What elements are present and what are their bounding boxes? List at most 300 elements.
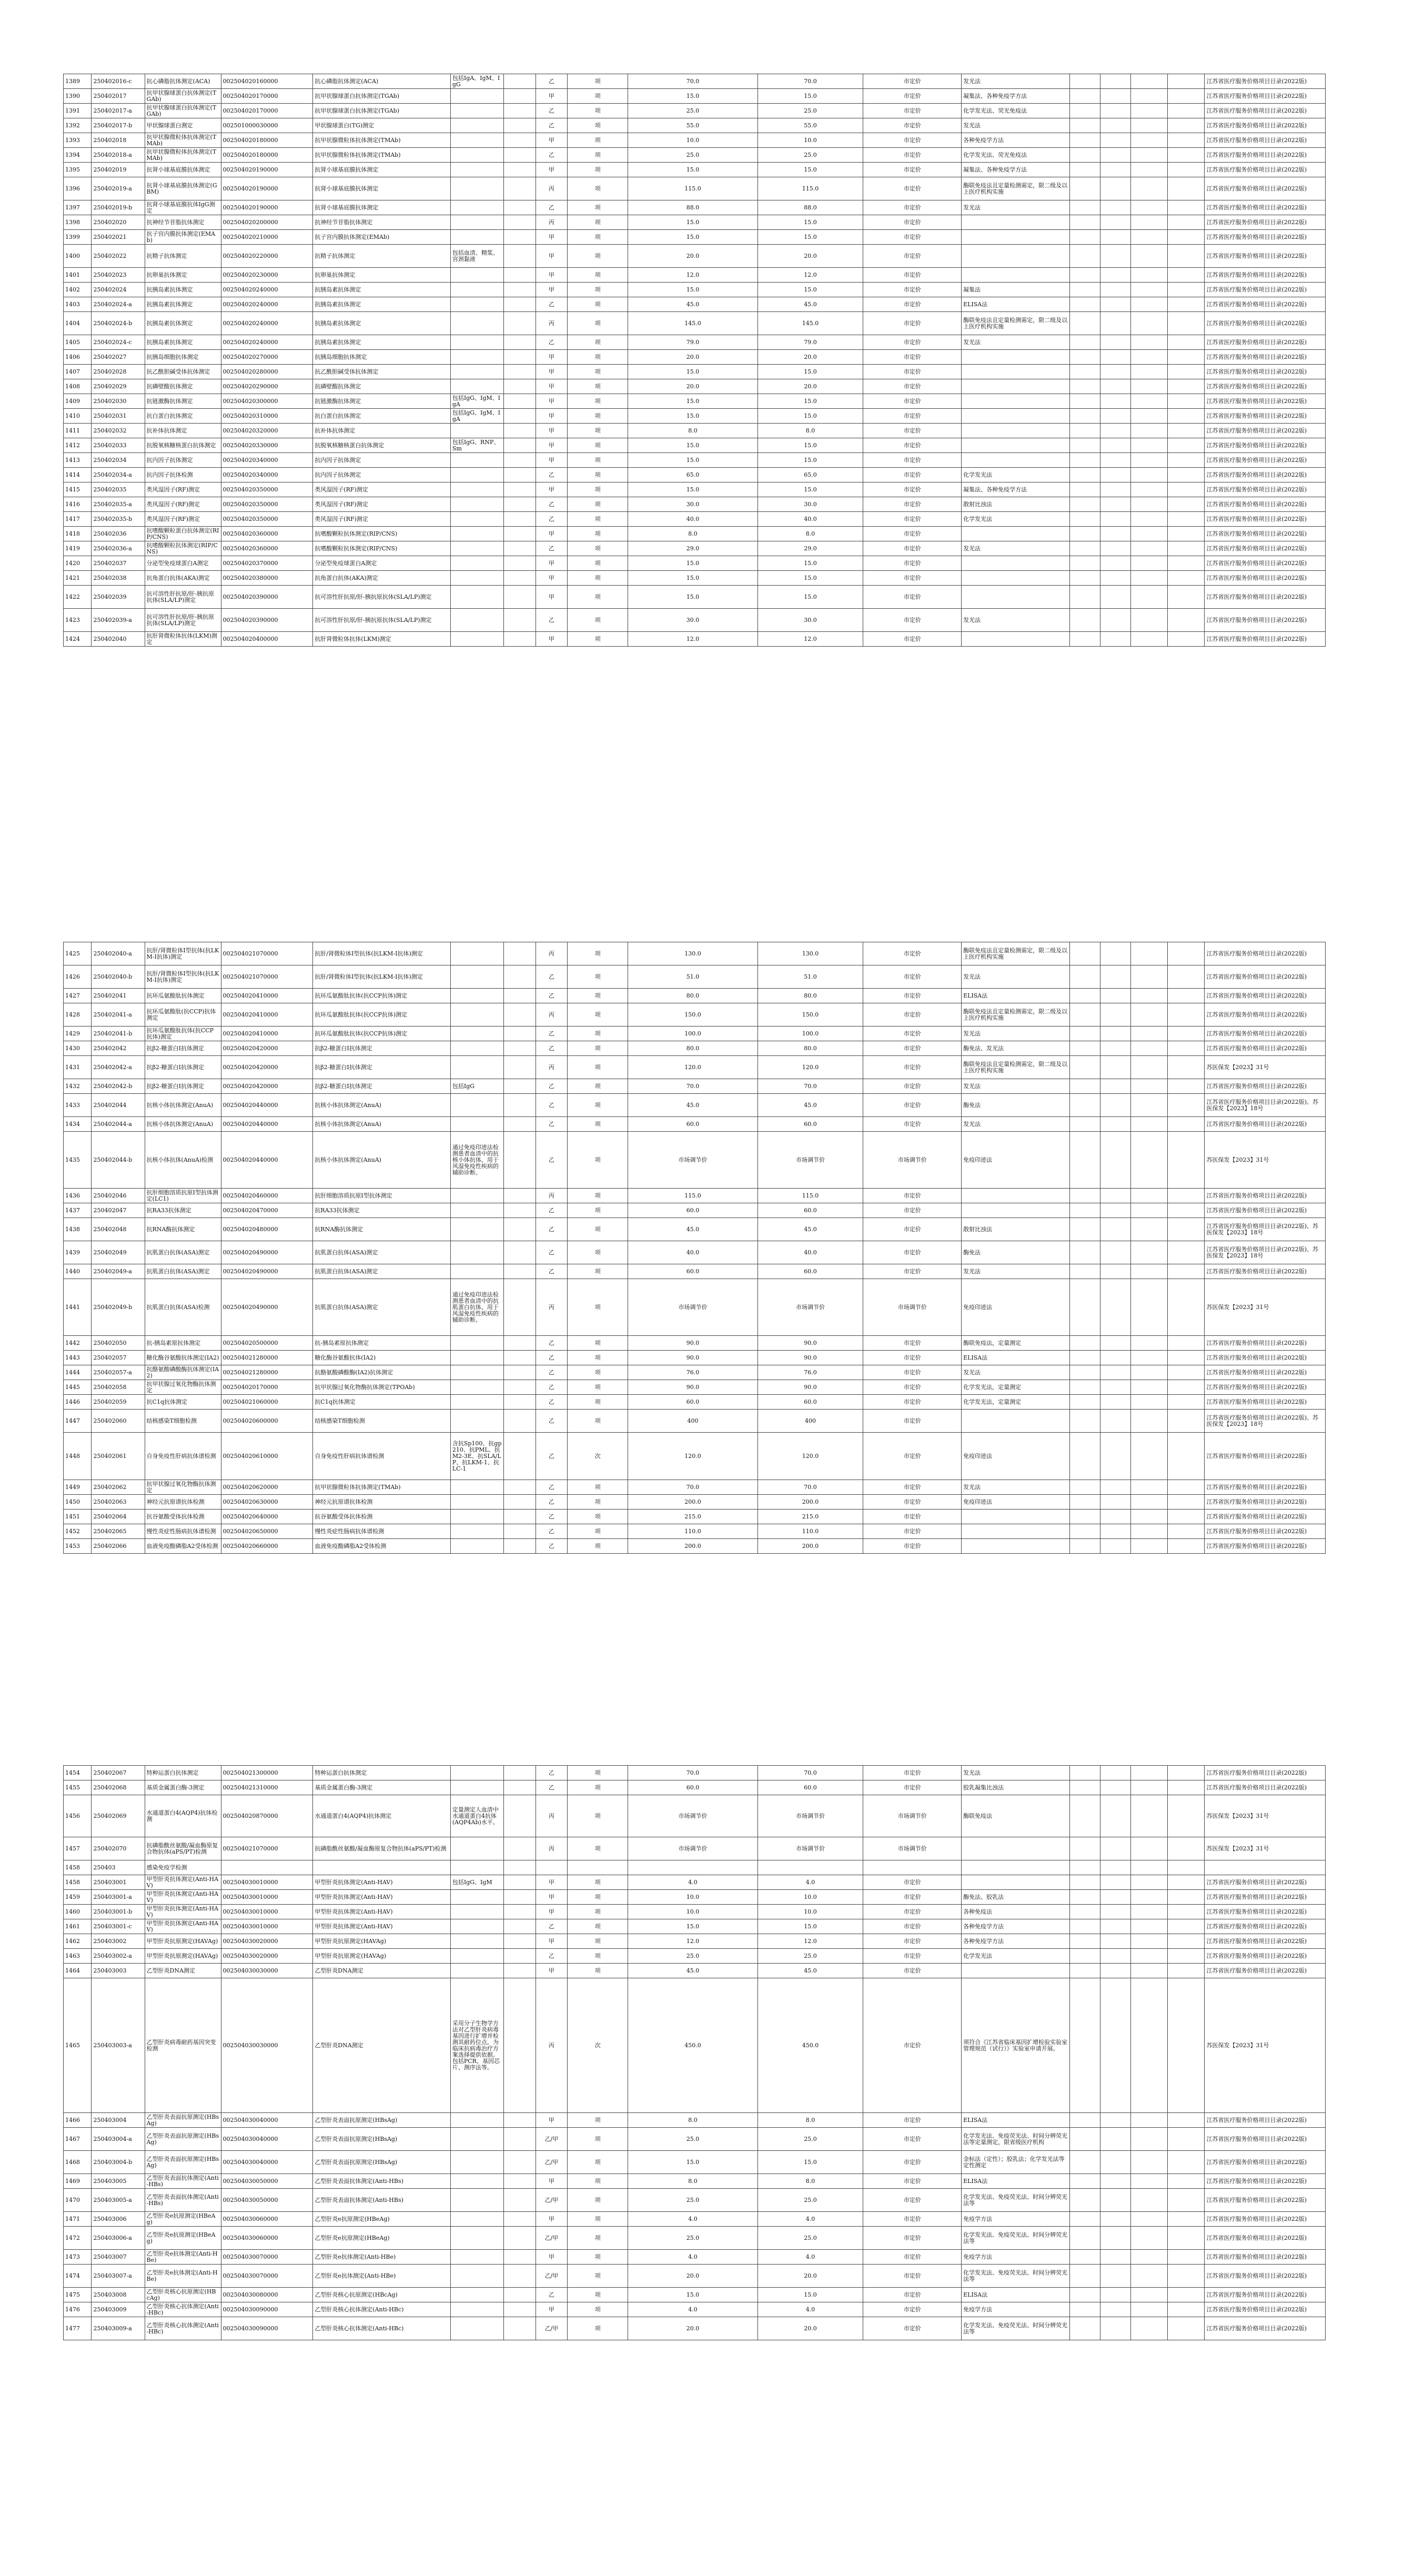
cell-unit: 项 bbox=[568, 632, 628, 647]
cell-row-number: 1469 bbox=[64, 2174, 92, 2189]
cell-source: 江苏省医疗服务价格项目目录(2022版)、苏医保发【2023】18号 bbox=[1205, 1218, 1326, 1241]
cell-c14 bbox=[1100, 1949, 1130, 1964]
cell-national-name: 乙型肝炎核心抗体测定(Anti-HBc) bbox=[313, 2302, 451, 2317]
cell-source: 江苏省医疗服务价格项目目录(2022版) bbox=[1205, 394, 1326, 409]
cell-price-primary: 市定价 bbox=[863, 1934, 962, 1949]
cell-unit: 项 bbox=[568, 1279, 628, 1336]
cell-price-secondary: 12.0 bbox=[758, 632, 863, 647]
cell-excluded bbox=[503, 1934, 536, 1949]
cell-national-name: 抗白蛋白抗体测定 bbox=[313, 409, 451, 424]
cell-project-name: 抗肝/肾微粒体I型抗体(抗LKM-I抗体)测定 bbox=[145, 942, 221, 965]
cell-source: 江苏省医疗服务价格项目目录(2022版) bbox=[1205, 1524, 1326, 1539]
cell-excluded bbox=[503, 1003, 536, 1027]
cell-price-tertiary: 15.0 bbox=[628, 2288, 758, 2302]
cell-national-code: 002504030040000 bbox=[221, 2128, 313, 2151]
cell-price-secondary: 80.0 bbox=[758, 989, 863, 1003]
cell-national-code: 002504030020000 bbox=[221, 1949, 313, 1964]
cell-c16 bbox=[1168, 118, 1205, 133]
cell-c13 bbox=[1069, 74, 1100, 89]
cell-price-tertiary: 20.0 bbox=[628, 245, 758, 268]
cell-price-primary: 市定价 bbox=[863, 609, 962, 632]
cell-price-primary: 市定价 bbox=[863, 965, 962, 989]
cell-project-code: 250402020 bbox=[92, 215, 145, 230]
cell-category: 甲 bbox=[536, 453, 568, 468]
cell-row-number: 1424 bbox=[64, 632, 92, 647]
cell-price-primary: 市定价 bbox=[863, 297, 962, 312]
cell-unit: 项 bbox=[568, 1117, 628, 1132]
cell-project-code: 250402022 bbox=[92, 245, 145, 268]
cell-price-primary: 市定价 bbox=[863, 200, 962, 215]
cell-unit: 项 bbox=[568, 1495, 628, 1510]
cell-source: 江苏省医疗服务价格项目目录(2022版) bbox=[1205, 312, 1326, 335]
cell-c13 bbox=[1069, 312, 1100, 335]
cell-source: 江苏省医疗服务价格项目目录(2022版)、苏医保发【2023】18号 bbox=[1205, 1241, 1326, 1264]
cell-price-secondary: 60.0 bbox=[758, 1395, 863, 1410]
cell-unit: 项 bbox=[568, 1919, 628, 1934]
cell-c16 bbox=[1168, 1351, 1205, 1365]
cell-national-code: 002504020350000 bbox=[221, 512, 313, 527]
cell-c16 bbox=[1168, 2317, 1205, 2340]
cell-notes: 化学发光法、免疫荧光法、时间分辨荧光法等 bbox=[962, 2317, 1070, 2340]
cell-c14 bbox=[1100, 89, 1130, 104]
cell-c16 bbox=[1168, 312, 1205, 335]
cell-source: 苏医保发【2023】31号 bbox=[1205, 1837, 1326, 1860]
cell-c14 bbox=[1100, 177, 1130, 200]
cell-category: 丙 bbox=[536, 1056, 568, 1079]
cell-notes: 化学发光法，定量测定 bbox=[962, 1380, 1070, 1395]
cell-c14 bbox=[1100, 1117, 1130, 1132]
cell-content bbox=[450, 312, 503, 335]
cell-c14 bbox=[1100, 2265, 1130, 2288]
cell-row-number: 1437 bbox=[64, 1203, 92, 1218]
cell-c14 bbox=[1100, 2302, 1130, 2317]
cell-price-secondary: 70.0 bbox=[758, 1079, 863, 1094]
cell-project-code: 250402069 bbox=[92, 1795, 145, 1837]
cell-notes: 发光法 bbox=[962, 1264, 1070, 1279]
cell-project-name: 抗甲状腺微粒体抗体测定(TMAb) bbox=[145, 148, 221, 163]
cell-c15 bbox=[1131, 512, 1168, 527]
cell-content bbox=[450, 118, 503, 133]
cell-c13 bbox=[1069, 1766, 1100, 1780]
table-row bbox=[64, 1860, 1326, 1875]
table-row bbox=[64, 177, 1326, 200]
cell-c14 bbox=[1100, 2317, 1130, 2340]
cell-notes: 发光法 bbox=[962, 1365, 1070, 1380]
cell-unit: 项 bbox=[568, 1264, 628, 1279]
cell-project-name: 抗白蛋白抗体测定 bbox=[145, 409, 221, 424]
cell-notes: 酶联免疫法且定量检测需定，限二级及以上医疗机构实施 bbox=[962, 312, 1070, 335]
cell-national-name: 抗甲状腺过氧化物酶抗体测定(TPOAb) bbox=[313, 1380, 451, 1395]
cell-price-secondary: 4.0 bbox=[758, 2250, 863, 2265]
cell-project-code: 250402050 bbox=[92, 1336, 145, 1351]
cell-price-tertiary: 70.0 bbox=[628, 74, 758, 89]
cell-project-name: 抗RNA酶抗体测定 bbox=[145, 1218, 221, 1241]
cell-category: 甲 bbox=[536, 586, 568, 609]
cell-row-number: 1395 bbox=[64, 163, 92, 177]
cell-c16 bbox=[1168, 632, 1205, 647]
cell-excluded bbox=[503, 586, 536, 609]
cell-category: 乙 bbox=[536, 1203, 568, 1218]
cell-c13 bbox=[1069, 1241, 1100, 1264]
cell-project-name: 抗C1q抗体测定 bbox=[145, 1395, 221, 1410]
cell-row-number: 1442 bbox=[64, 1336, 92, 1351]
cell-price-secondary: 4.0 bbox=[758, 2302, 863, 2317]
cell-price-tertiary: 79.0 bbox=[628, 335, 758, 350]
cell-c16 bbox=[1168, 438, 1205, 453]
cell-c13 bbox=[1069, 1905, 1100, 1919]
cell-content: 包括IgG、IgM、IgA bbox=[450, 409, 503, 424]
cell-excluded bbox=[503, 512, 536, 527]
cell-c16 bbox=[1168, 1395, 1205, 1410]
cell-national-name: 抗肝/肾微粒体I型抗体(抗LKM-I抗体)测定 bbox=[313, 965, 451, 989]
cell-price-secondary: 20.0 bbox=[758, 350, 863, 365]
cell-national-name: 抗内因子抗体测定 bbox=[313, 453, 451, 468]
cell-category: 乙 bbox=[536, 609, 568, 632]
cell-c14 bbox=[1100, 1189, 1130, 1203]
cell-c13 bbox=[1069, 1495, 1100, 1510]
cell-notes bbox=[962, 1510, 1070, 1524]
cell-national-code: 002504020630000 bbox=[221, 1495, 313, 1510]
cell-c13 bbox=[1069, 118, 1100, 133]
cell-price-tertiary: 215.0 bbox=[628, 1510, 758, 1524]
cell-price-primary: 市定价 bbox=[863, 1203, 962, 1218]
cell-c13 bbox=[1069, 1056, 1100, 1079]
cell-price-secondary: 120.0 bbox=[758, 1056, 863, 1079]
cell-project-code: 250403 bbox=[92, 1860, 145, 1875]
cell-project-name: 甲型肝炎抗体测定(Anti-HAV) bbox=[145, 1919, 221, 1934]
cell-c16 bbox=[1168, 586, 1205, 609]
cell-content bbox=[450, 297, 503, 312]
cell-project-name: 抗环瓜氨酸肽(抗CCP)抗体测定 bbox=[145, 1003, 221, 1027]
cell-price-secondary: 80.0 bbox=[758, 1041, 863, 1056]
cell-c16 bbox=[1168, 2302, 1205, 2317]
cell-category: 甲 bbox=[536, 2212, 568, 2227]
cell-c13 bbox=[1069, 379, 1100, 394]
cell-project-name: 抗肝/肾微粒体I型抗体(抗LKM-I抗体)测定 bbox=[145, 965, 221, 989]
cell-price-secondary: 55.0 bbox=[758, 118, 863, 133]
cell-national-name: 抗补体抗体测定 bbox=[313, 424, 451, 438]
document-page-2 bbox=[0, 842, 1414, 1631]
cell-notes bbox=[962, 571, 1070, 586]
cell-price-primary: 市定价 bbox=[863, 1079, 962, 1094]
cell-project-code: 250402065 bbox=[92, 1524, 145, 1539]
cell-price-tertiary: 25.0 bbox=[628, 2189, 758, 2212]
cell-project-name: 乙型肝炎e抗体测定(Anti-HBe) bbox=[145, 2265, 221, 2288]
cell-row-number: 1430 bbox=[64, 1041, 92, 1056]
cell-source: 江苏省医疗服务价格项目目录(2022版) bbox=[1205, 268, 1326, 283]
cell-c15 bbox=[1131, 1480, 1168, 1495]
cell-price-secondary: 4.0 bbox=[758, 1875, 863, 1890]
table-row bbox=[64, 965, 1326, 989]
cell-price-primary: 市定价 bbox=[863, 453, 962, 468]
cell-excluded bbox=[503, 350, 536, 365]
cell-price-primary: 市场调节价 bbox=[863, 1132, 962, 1189]
cell-row-number: 1416 bbox=[64, 497, 92, 512]
table-row bbox=[64, 1480, 1326, 1495]
cell-unit: 项 bbox=[568, 1934, 628, 1949]
cell-project-name: 抗肾小球基底膜抗体IgG测定 bbox=[145, 200, 221, 215]
cell-price-tertiary: 60.0 bbox=[628, 1203, 758, 1218]
cell-c13 bbox=[1069, 297, 1100, 312]
cell-price-secondary: 15.0 bbox=[758, 89, 863, 104]
table-row bbox=[64, 215, 1326, 230]
cell-price-primary: 市定价 bbox=[863, 1495, 962, 1510]
cell-row-number: 1451 bbox=[64, 1510, 92, 1524]
cell-project-name: 神经元抗原谱抗体检测 bbox=[145, 1495, 221, 1510]
cell-price-tertiary: 115.0 bbox=[628, 177, 758, 200]
cell-national-code: 002504020460000 bbox=[221, 1189, 313, 1203]
cell-content bbox=[450, 89, 503, 104]
cell-content bbox=[450, 571, 503, 586]
cell-content bbox=[450, 1117, 503, 1132]
cell-content bbox=[450, 1094, 503, 1117]
cell-content bbox=[450, 556, 503, 571]
cell-unit: 项 bbox=[568, 215, 628, 230]
cell-national-name: 抗嗜酸颗粒抗体测定(RIP/CNS) bbox=[313, 541, 451, 556]
cell-project-code: 250402066 bbox=[92, 1539, 145, 1554]
cell-price-primary: 市定价 bbox=[863, 1433, 962, 1480]
cell-source: 苏医保发【2023】31号 bbox=[1205, 1056, 1326, 1079]
cell-price-primary: 市定价 bbox=[863, 468, 962, 482]
cell-national-name bbox=[313, 1860, 451, 1875]
cell-price-tertiary: 15.0 bbox=[628, 365, 758, 379]
table-row bbox=[64, 2174, 1326, 2189]
cell-project-code: 250402034 bbox=[92, 453, 145, 468]
cell-project-name: 基质金属蛋白酶-3测定 bbox=[145, 1780, 221, 1795]
cell-project-name: 甲型肝炎抗原测定(HAVAg) bbox=[145, 1934, 221, 1949]
cell-c14 bbox=[1100, 1395, 1130, 1410]
cell-national-code: 002504020240000 bbox=[221, 335, 313, 350]
cell-price-secondary: 215.0 bbox=[758, 1510, 863, 1524]
cell-unit: 项 bbox=[568, 541, 628, 556]
cell-national-name: 抗可溶性肝抗原/肝-胰抗原抗体(SLA/LP)测定 bbox=[313, 586, 451, 609]
cell-c14 bbox=[1100, 1795, 1130, 1837]
table-row bbox=[64, 118, 1326, 133]
cell-category bbox=[536, 1860, 568, 1875]
cell-excluded bbox=[503, 1510, 536, 1524]
cell-category: 乙 bbox=[536, 104, 568, 118]
cell-notes: 发光法 bbox=[962, 1480, 1070, 1495]
cell-price-tertiary: 80.0 bbox=[628, 989, 758, 1003]
table-row bbox=[64, 350, 1326, 365]
cell-row-number: 1401 bbox=[64, 268, 92, 283]
cell-excluded bbox=[503, 1079, 536, 1094]
cell-national-code: 002504021280000 bbox=[221, 1351, 313, 1365]
cell-category: 乙 bbox=[536, 1539, 568, 1554]
cell-category: 乙 bbox=[536, 148, 568, 163]
cell-c15 bbox=[1131, 965, 1168, 989]
cell-price-tertiary: 150.0 bbox=[628, 1003, 758, 1027]
cell-c13 bbox=[1069, 586, 1100, 609]
cell-excluded bbox=[503, 2227, 536, 2250]
cell-content bbox=[450, 942, 503, 965]
cell-project-name: 抗-胰岛素原抗体测定 bbox=[145, 1336, 221, 1351]
cell-excluded bbox=[503, 965, 536, 989]
cell-c14 bbox=[1100, 571, 1130, 586]
cell-unit: 项 bbox=[568, 438, 628, 453]
cell-unit: 项 bbox=[568, 104, 628, 118]
cell-project-code: 250403001 bbox=[92, 1875, 145, 1890]
cell-source: 江苏省医疗服务价格项目目录(2022版) bbox=[1205, 335, 1326, 350]
cell-excluded bbox=[503, 2174, 536, 2189]
cell-unit: 项 bbox=[568, 609, 628, 632]
table-row bbox=[64, 1241, 1326, 1264]
cell-row-number: 1404 bbox=[64, 312, 92, 335]
cell-c16 bbox=[1168, 1890, 1205, 1905]
cell-notes bbox=[962, 268, 1070, 283]
cell-price-secondary: 15.0 bbox=[758, 163, 863, 177]
cell-content bbox=[450, 512, 503, 527]
cell-national-name: 特种运蛋白抗体测定 bbox=[313, 1766, 451, 1780]
cell-project-name: 乙型肝炎表面抗体测定(Anti-HBs) bbox=[145, 2189, 221, 2212]
cell-price-tertiary: 120.0 bbox=[628, 1056, 758, 1079]
cell-national-code: 002504020410000 bbox=[221, 1003, 313, 1027]
cell-national-name: 抗甲状腺微粒体抗体测定(TMAb) bbox=[313, 133, 451, 148]
cell-c16 bbox=[1168, 200, 1205, 215]
cell-price-tertiary: 20.0 bbox=[628, 350, 758, 365]
cell-project-name: 抗酪氨酸磷酸酶抗体测定(IA2) bbox=[145, 1365, 221, 1380]
cell-price-tertiary: 45.0 bbox=[628, 1094, 758, 1117]
cell-source: 江苏省医疗服务价格项目目录(2022版) bbox=[1205, 2288, 1326, 2302]
cell-price-tertiary: 25.0 bbox=[628, 1949, 758, 1964]
cell-project-code: 250402034-a bbox=[92, 468, 145, 482]
cell-c15 bbox=[1131, 2113, 1168, 2128]
cell-excluded bbox=[503, 1964, 536, 1978]
cell-national-code: 002504021280000 bbox=[221, 1365, 313, 1380]
cell-c15 bbox=[1131, 1766, 1168, 1780]
cell-category: 甲 bbox=[536, 2302, 568, 2317]
cell-content bbox=[450, 2317, 503, 2340]
cell-price-secondary: 15.0 bbox=[758, 571, 863, 586]
cell-c16 bbox=[1168, 1380, 1205, 1395]
cell-price-secondary: 76.0 bbox=[758, 1365, 863, 1380]
cell-content bbox=[450, 1241, 503, 1264]
cell-national-code: 002504020240000 bbox=[221, 283, 313, 297]
cell-c13 bbox=[1069, 424, 1100, 438]
cell-price-primary: 市定价 bbox=[863, 394, 962, 409]
cell-c13 bbox=[1069, 2174, 1100, 2189]
cell-category: 甲 bbox=[536, 571, 568, 586]
cell-price-secondary: 15.0 bbox=[758, 482, 863, 497]
cell-price-primary: 市定价 bbox=[863, 1524, 962, 1539]
cell-price-secondary: 45.0 bbox=[758, 1964, 863, 1978]
cell-row-number: 1458 bbox=[64, 1860, 92, 1875]
cell-excluded bbox=[503, 1241, 536, 1264]
cell-c15 bbox=[1131, 1510, 1168, 1524]
table-row bbox=[64, 245, 1326, 268]
cell-c16 bbox=[1168, 1410, 1205, 1433]
cell-price-tertiary: 100.0 bbox=[628, 1027, 758, 1041]
cell-excluded bbox=[503, 942, 536, 965]
cell-national-code: 002504020290000 bbox=[221, 379, 313, 394]
cell-excluded bbox=[503, 2128, 536, 2151]
cell-c14 bbox=[1100, 1056, 1130, 1079]
table-row bbox=[64, 1079, 1326, 1094]
cell-excluded bbox=[503, 1132, 536, 1189]
cell-c16 bbox=[1168, 2212, 1205, 2227]
cell-row-number: 1406 bbox=[64, 350, 92, 365]
cell-c16 bbox=[1168, 409, 1205, 424]
cell-national-code: 002504020490000 bbox=[221, 1264, 313, 1279]
cell-price-tertiary: 15.0 bbox=[628, 482, 758, 497]
cell-national-name: 甲型肝炎抗体测定(Anti-HAV) bbox=[313, 1875, 451, 1890]
cell-notes: 各种免疫学方法 bbox=[962, 1919, 1070, 1934]
cell-national-code: 002504030040000 bbox=[221, 2151, 313, 2174]
cell-national-name: 自身免疫性肝病抗体谱检测 bbox=[313, 1433, 451, 1480]
cell-project-code: 250402060 bbox=[92, 1410, 145, 1433]
table-row bbox=[64, 556, 1326, 571]
cell-national-name: 抗肌蛋白抗体(ASA)测定 bbox=[313, 1279, 451, 1336]
cell-project-name: 水通道蛋白4(AQP4)抗体检测 bbox=[145, 1795, 221, 1837]
cell-category: 乙/甲 bbox=[536, 2189, 568, 2212]
cell-project-code: 250402024-c bbox=[92, 335, 145, 350]
cell-national-code: 002504020230000 bbox=[221, 268, 313, 283]
cell-excluded bbox=[503, 1480, 536, 1495]
cell-source: 江苏省医疗服务价格项目目录(2022版) bbox=[1205, 1203, 1326, 1218]
cell-source: 江苏省医疗服务价格项目目录(2022版) bbox=[1205, 230, 1326, 245]
cell-c13 bbox=[1069, 632, 1100, 647]
cell-price-primary: 市定价 bbox=[863, 1351, 962, 1365]
cell-content bbox=[450, 230, 503, 245]
cell-national-name: 乙型肝炎DNA测定 bbox=[313, 1964, 451, 1978]
cell-notes: 发光法 bbox=[962, 1027, 1070, 1041]
cell-project-name: 抗心磷脂抗体测定(ACA) bbox=[145, 74, 221, 89]
cell-c15 bbox=[1131, 1949, 1168, 1964]
table-row bbox=[64, 133, 1326, 148]
cell-notes: 各种免疫法 bbox=[962, 1905, 1070, 1919]
cell-national-code: 002504020360000 bbox=[221, 527, 313, 541]
table-row bbox=[64, 1094, 1326, 1117]
cell-price-primary: 市定价 bbox=[863, 586, 962, 609]
cell-price-tertiary: 45.0 bbox=[628, 1218, 758, 1241]
cell-category: 乙 bbox=[536, 965, 568, 989]
cell-price-primary: 市定价 bbox=[863, 1964, 962, 1978]
cell-category: 甲 bbox=[536, 1934, 568, 1949]
cell-price-secondary: 115.0 bbox=[758, 177, 863, 200]
cell-unit: 项 bbox=[568, 283, 628, 297]
cell-excluded bbox=[503, 1117, 536, 1132]
cell-national-name: 乙型肝炎e抗体测定(Anti-HBe) bbox=[313, 2250, 451, 2265]
cell-national-name: 神经元抗原谱抗体检测 bbox=[313, 1495, 451, 1510]
cell-national-name: 抗精子抗体测定 bbox=[313, 245, 451, 268]
table-row bbox=[64, 438, 1326, 453]
cell-c15 bbox=[1131, 1094, 1168, 1117]
cell-c14 bbox=[1100, 1041, 1130, 1056]
cell-project-code: 250403008 bbox=[92, 2288, 145, 2302]
table-row bbox=[64, 2250, 1326, 2265]
cell-price-secondary: 15.0 bbox=[758, 409, 863, 424]
cell-price-primary: 市定价 bbox=[863, 438, 962, 453]
cell-c14 bbox=[1100, 1495, 1130, 1510]
cell-price-tertiary: 30.0 bbox=[628, 497, 758, 512]
cell-price-secondary: 40.0 bbox=[758, 512, 863, 527]
cell-national-code: 002504030010000 bbox=[221, 1905, 313, 1919]
cell-notes: 化学发光法、免疫荧光法、时间分辨荧光法等 bbox=[962, 2227, 1070, 2250]
cell-national-name: 慢性炎症性肠病抗体谱检测 bbox=[313, 1524, 451, 1539]
cell-excluded bbox=[503, 312, 536, 335]
cell-content bbox=[450, 1041, 503, 1056]
cell-price-tertiary: 80.0 bbox=[628, 1041, 758, 1056]
cell-content: 包括IgG、IgM bbox=[450, 1875, 503, 1890]
cell-c16 bbox=[1168, 1978, 1205, 2113]
cell-c13 bbox=[1069, 942, 1100, 965]
cell-c14 bbox=[1100, 2128, 1130, 2151]
cell-c13 bbox=[1069, 497, 1100, 512]
cell-unit: 项 bbox=[568, 312, 628, 335]
cell-project-name: 抗胰岛素抗体测定 bbox=[145, 335, 221, 350]
cell-row-number: 1435 bbox=[64, 1132, 92, 1189]
cell-national-name: 抗胰岛素抗体测定 bbox=[313, 312, 451, 335]
